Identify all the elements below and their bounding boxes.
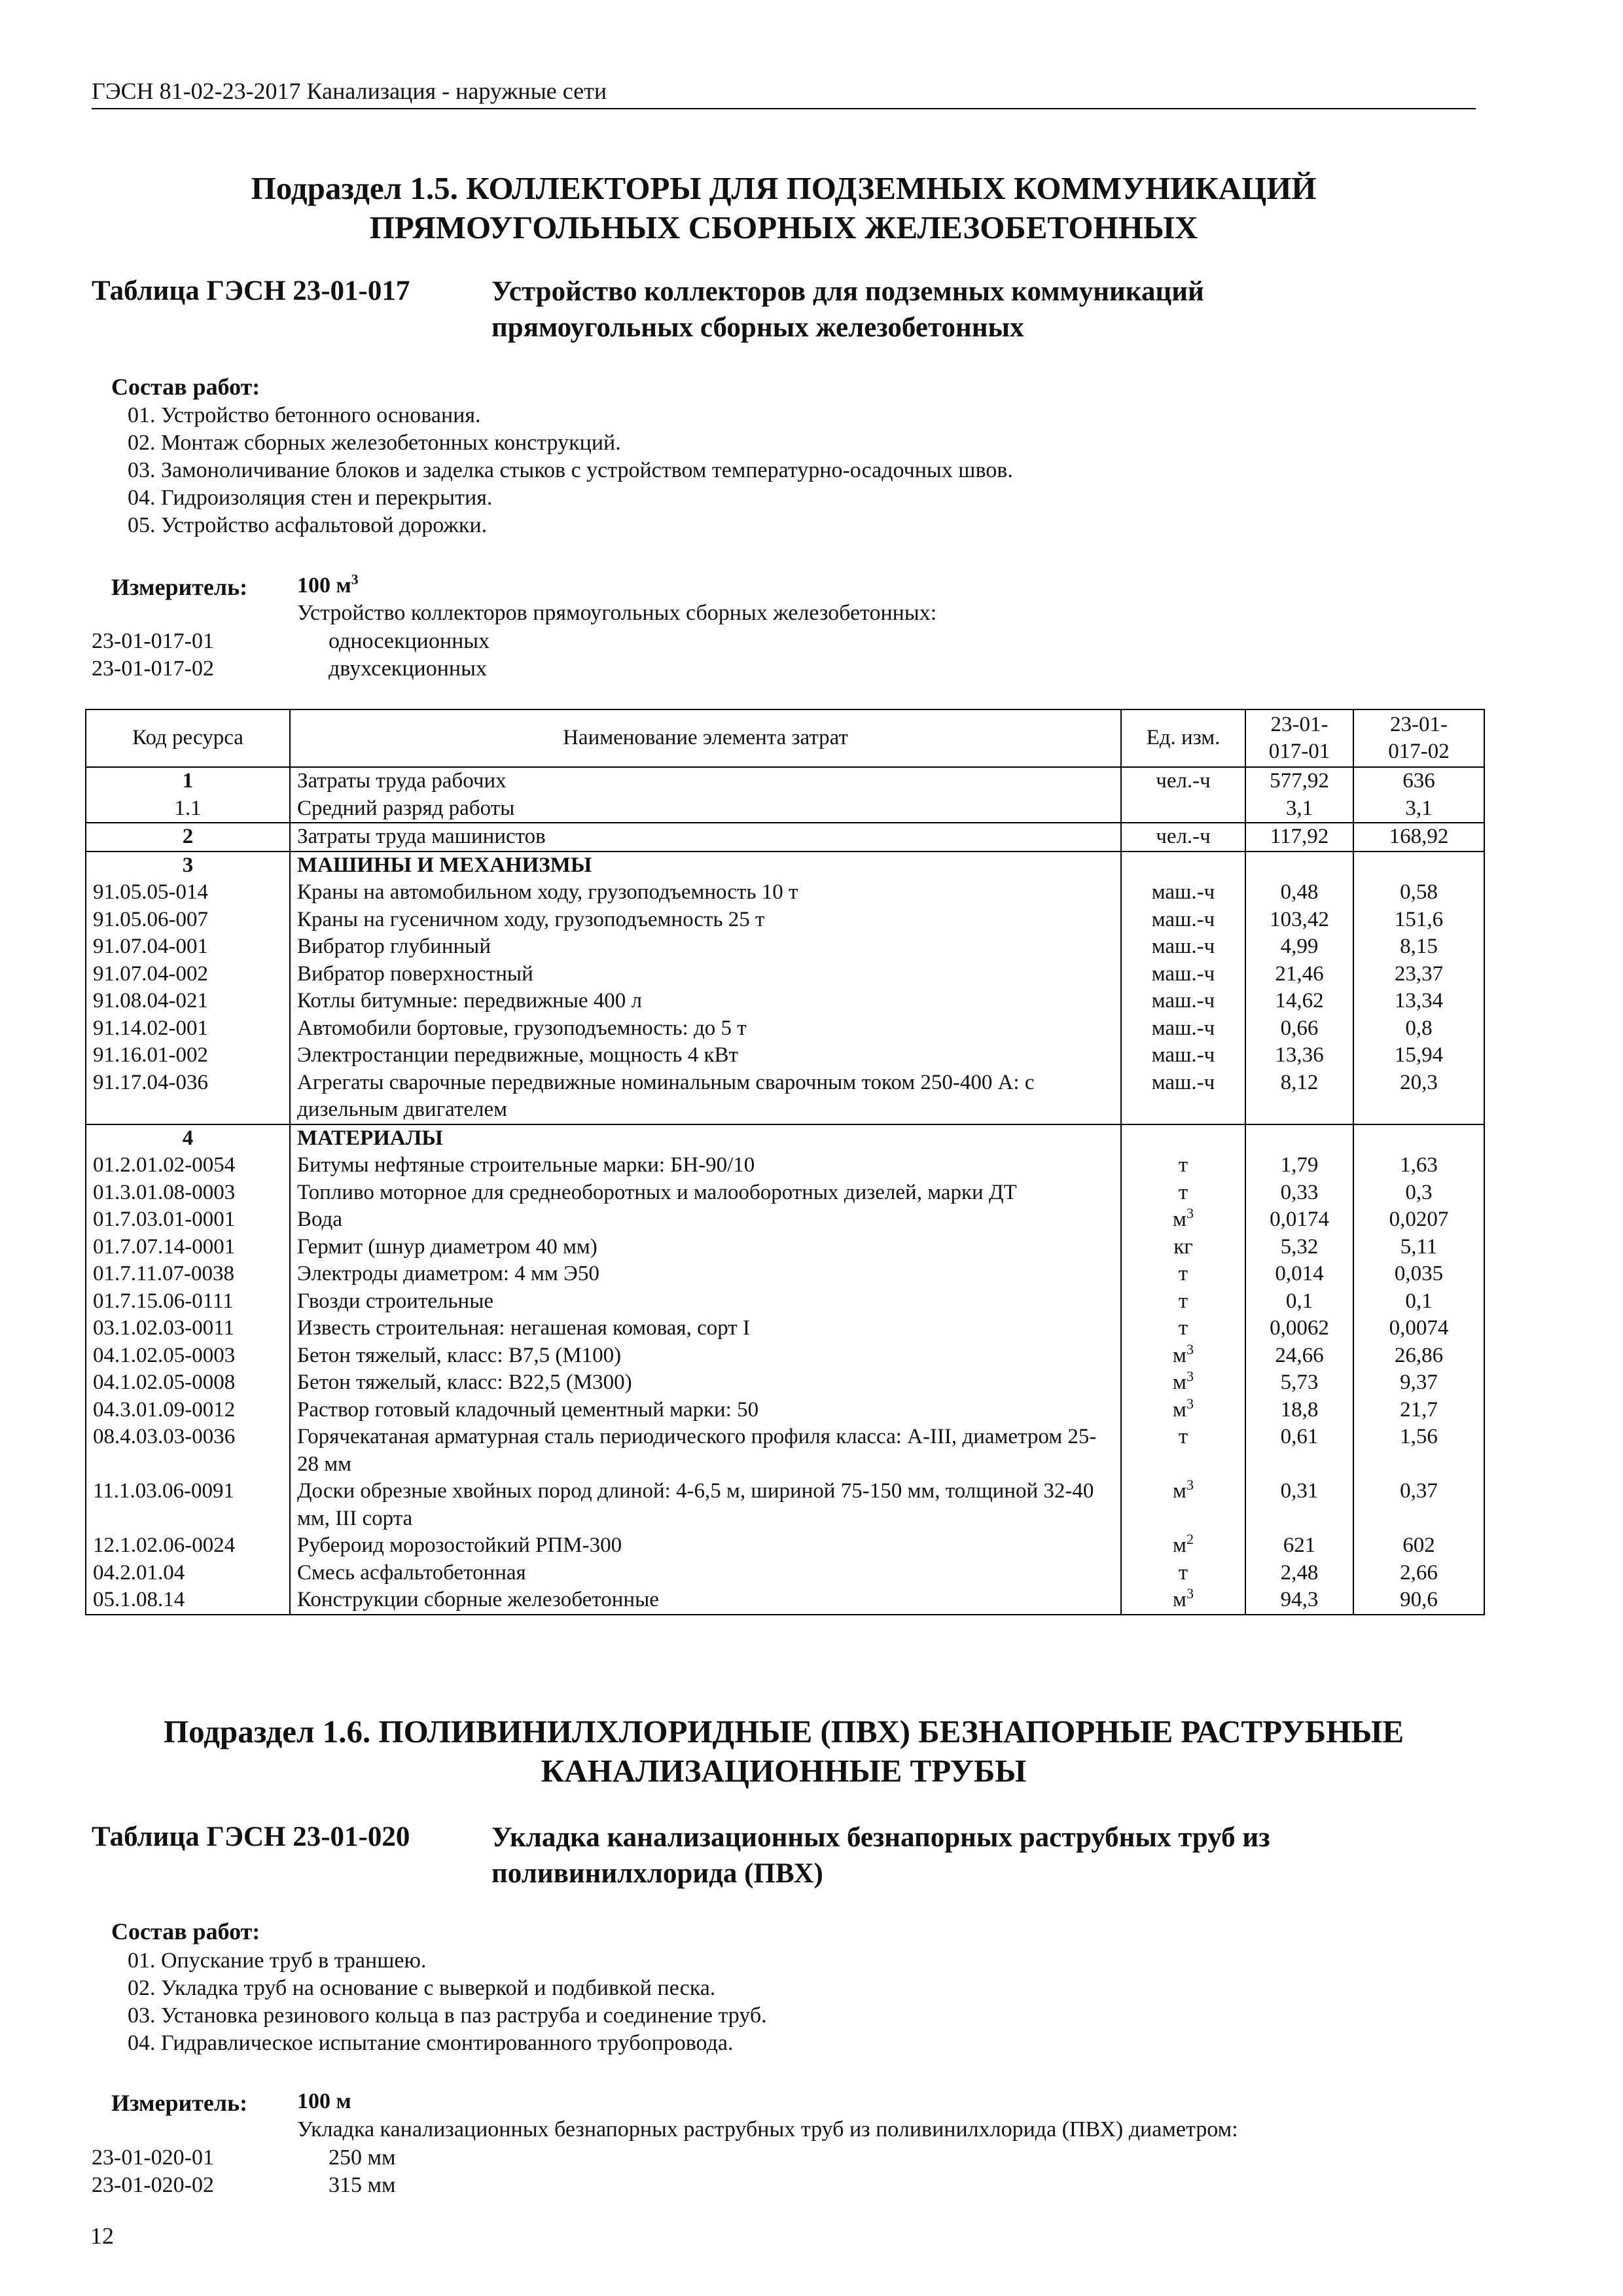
cell-value-017-02: 2,66 — [1353, 1560, 1484, 1587]
cell-value-017-02: 9,37 — [1353, 1369, 1484, 1397]
cell-value-017-02 — [1353, 852, 1484, 880]
measure-description: Укладка канализационных безнапорных раструбных труб из поливинилхлорида (ПВХ) диаметром: — [297, 2117, 1238, 2142]
cell-value-017-02: 3,1 — [1353, 795, 1484, 823]
cell-unit-text: кг — [1173, 1234, 1193, 1259]
table-row — [86, 1424, 1484, 1478]
cell-value-017-01: 117,92 — [1245, 823, 1353, 852]
table-row — [86, 1234, 1484, 1261]
cell-unit — [1121, 1069, 1245, 1124]
cell-unit-text: маш.-ч — [1151, 907, 1215, 931]
cell-value-017-02: 20,3 — [1353, 1069, 1484, 1124]
cell-unit-text: т — [1178, 1560, 1188, 1585]
cell-value-017-02: 8,15 — [1353, 933, 1484, 961]
cell-unit — [1121, 1179, 1245, 1207]
cell-value-017-02: 1,56 — [1353, 1424, 1484, 1478]
cell-value-017-02: 13,34 — [1353, 988, 1484, 1015]
work-item: 01. Опускание труб в траншею. — [128, 1948, 427, 1973]
variant-code: 23-01-020-02 — [92, 2173, 214, 2197]
table-title — [491, 1820, 1270, 1892]
variant-code: 23-01-020-01 — [92, 2145, 214, 2170]
cell-code: 08.4.03.03-0036 — [86, 1424, 290, 1478]
measure-value — [297, 573, 359, 598]
cell-name: Автомобили бортовые, грузоподъемность: до 5 т — [290, 1015, 1121, 1043]
cell-value-017-01: 0,0174 — [1245, 1206, 1353, 1234]
cell-code: 04.3.01.09-0012 — [86, 1397, 290, 1424]
work-item: 04. Гидроизоляция стен и перекрытия. — [128, 486, 493, 510]
cell-value-017-02: 0,37 — [1353, 1478, 1484, 1532]
table-row — [86, 961, 1484, 988]
header-col2 — [1353, 709, 1484, 767]
cell-code: 91.17.04-036 — [86, 1069, 290, 1124]
cell-unit-sup: 3 — [1186, 1368, 1194, 1384]
table-row — [86, 1587, 1484, 1615]
cell-value-017-02: 0,1 — [1353, 1288, 1484, 1316]
cell-name: Краны на автомобильном ходу, грузоподъемность 10 т — [290, 879, 1121, 906]
variant-name: односекционных — [329, 629, 490, 653]
section-title-line: Подраздел 1.5. КОЛЛЕКТОРЫ ДЛЯ ПОДЗЕМНЫХ КОММУНИКАЦИЙ — [251, 170, 1317, 206]
cell-unit-text: маш.-ч — [1151, 1043, 1215, 1067]
cell-code: 01.7.15.06-0111 — [86, 1288, 290, 1316]
cell-unit-text: т — [1178, 1316, 1188, 1340]
cell-value-017-01: 1,79 — [1245, 1152, 1353, 1179]
header-col1-line: 017-01 — [1268, 740, 1330, 763]
cell-value-017-01: 0,61 — [1245, 1424, 1353, 1478]
section-title-1-5 — [92, 169, 1476, 247]
cell-value-017-01: 0,66 — [1245, 1015, 1353, 1043]
cell-value-017-02: 23,37 — [1353, 961, 1484, 988]
cell-unit-text: м — [1173, 1479, 1186, 1503]
table-header-row — [86, 709, 1484, 767]
cell-unit — [1121, 1315, 1245, 1342]
table-title-line: Укладка канализационных безнапорных раструбных труб из — [491, 1822, 1270, 1853]
table-row — [86, 1560, 1484, 1587]
cell-value-017-02: 0,3 — [1353, 1179, 1484, 1207]
cell-value-017-01: 94,3 — [1245, 1587, 1353, 1615]
cell-value-017-02: 5,11 — [1353, 1234, 1484, 1261]
cell-unit-text: маш.-ч — [1151, 1070, 1215, 1094]
cell-unit-text: т — [1178, 1289, 1188, 1313]
measure-unit-sup: 3 — [351, 571, 359, 588]
cell-value-017-02: 0,8 — [1353, 1015, 1484, 1043]
header-code: Код ресурса — [86, 709, 290, 767]
table-row — [86, 1069, 1484, 1124]
cell-unit — [1121, 1478, 1245, 1532]
cell-name: Конструкции сборные железобетонные — [290, 1587, 1121, 1615]
table-row — [86, 852, 1484, 880]
cell-unit-text: маш.-ч — [1151, 880, 1215, 904]
measure-label: Измеритель: — [111, 574, 248, 600]
cell-name: МАШИНЫ И МЕХАНИЗМЫ — [290, 852, 1121, 880]
cell-value-017-01: 0,33 — [1245, 1179, 1353, 1207]
cell-value-017-01: 4,99 — [1245, 933, 1353, 961]
cell-code: 1 — [86, 767, 290, 795]
cell-unit-sup: 3 — [1186, 1205, 1194, 1221]
cell-unit-sup: 2 — [1186, 1531, 1194, 1547]
work-item: 03. Замоноличивание блоков и заделка стыков с устройством температурно-осадочных швов. — [128, 458, 1013, 482]
cell-name: Затраты труда рабочих — [290, 767, 1121, 795]
cell-name: Электроды диаметром: 4 мм Э50 — [290, 1261, 1121, 1288]
cell-code: 05.1.08.14 — [86, 1587, 290, 1615]
table-row — [86, 1261, 1484, 1288]
cell-name: Раствор готовый кладочный цементный марки: 50 — [290, 1397, 1121, 1424]
cell-value-017-01: 14,62 — [1245, 988, 1353, 1015]
cell-unit-text: м — [1173, 1397, 1186, 1422]
cell-value-017-02: 151,6 — [1353, 906, 1484, 934]
cell-value-017-01: 103,42 — [1245, 906, 1353, 934]
cell-value-017-01: 3,1 — [1245, 795, 1353, 823]
work-item: 05. Устройство асфальтовой дорожки. — [128, 513, 488, 537]
table-row — [86, 1152, 1484, 1179]
table-title — [491, 274, 1204, 346]
table-row — [86, 767, 1484, 795]
table-row — [86, 1342, 1484, 1370]
cell-value-017-01: 18,8 — [1245, 1397, 1353, 1424]
cell-unit — [1121, 1288, 1245, 1316]
cell-unit — [1121, 933, 1245, 961]
cell-code: 03.1.02.03-0011 — [86, 1315, 290, 1342]
cell-name: Бетон тяжелый, класс: В7,5 (М100) — [290, 1342, 1121, 1370]
cell-name: Гвозди строительные — [290, 1288, 1121, 1316]
cell-value-017-01: 2,48 — [1245, 1560, 1353, 1587]
table-row — [86, 823, 1484, 852]
cell-code: 01.7.03.01-0001 — [86, 1206, 290, 1234]
cell-unit-text: чел.-ч — [1156, 769, 1211, 793]
cell-name: Известь строительная: негашеная комовая, сорт I — [290, 1315, 1121, 1342]
cell-value-017-01: 577,92 — [1245, 767, 1353, 795]
work-item: 01. Устройство бетонного основания. — [128, 403, 481, 427]
cell-value-017-01: 0,014 — [1245, 1261, 1353, 1288]
cell-unit-text: т — [1178, 1425, 1188, 1448]
cell-unit — [1121, 1424, 1245, 1478]
table-title-line: Устройство коллекторов для подземных коммуникаций — [491, 276, 1204, 307]
cell-value-017-01: 0,31 — [1245, 1478, 1353, 1532]
header-col2-line: 017-02 — [1388, 740, 1450, 763]
cell-code: 01.7.11.07-0038 — [86, 1261, 290, 1288]
cell-value-017-02: 90,6 — [1353, 1587, 1484, 1615]
cell-value-017-01: 5,73 — [1245, 1369, 1353, 1397]
cell-name: Топливо моторное для среднеоборотных и малооборотных дизелей, марки ДТ — [290, 1179, 1121, 1207]
cell-code: 1.1 — [86, 795, 290, 823]
cell-name: Вибратор глубинный — [290, 933, 1121, 961]
cell-unit-sup: 3 — [1186, 1477, 1194, 1493]
running-header: ГЭСН 81-02-23-2017 Канализация - наружные сети — [92, 78, 607, 104]
cell-code: 91.14.02-001 — [86, 1015, 290, 1043]
works-list — [128, 1947, 767, 2057]
cell-unit — [1121, 1369, 1245, 1397]
cell-code: 04.1.02.05-0008 — [86, 1369, 290, 1397]
cell-code: 91.07.04-001 — [86, 933, 290, 961]
header-unit: Ед. изм. — [1121, 709, 1245, 767]
cell-code: 01.3.01.08-0003 — [86, 1179, 290, 1207]
table-row — [86, 1288, 1484, 1316]
table-row — [86, 1532, 1484, 1560]
cell-name: МАТЕРИАЛЫ — [290, 1124, 1121, 1153]
table-row — [86, 1478, 1484, 1532]
header-name: Наименование элемента затрат — [290, 709, 1121, 767]
section-title-line: Подраздел 1.6. ПОЛИВИНИЛХЛОРИДНЫЕ (ПВХ) БЕЗНАПОРНЫЕ РАСТРУБНЫЕ — [163, 1713, 1404, 1749]
table-row — [86, 1179, 1484, 1207]
cell-value-017-01: 13,36 — [1245, 1042, 1353, 1069]
table-row — [86, 933, 1484, 961]
cell-name: Смесь асфальтобетонная — [290, 1560, 1121, 1587]
cell-value-017-01: 0,1 — [1245, 1288, 1353, 1316]
table-row — [86, 906, 1484, 934]
works-list — [128, 402, 1013, 539]
cell-unit — [1121, 906, 1245, 934]
cell-code: 01.2.01.02-0054 — [86, 1152, 290, 1179]
work-item: 02. Укладка труб на основание с выверкой и подбивкой песка. — [128, 1976, 716, 2000]
works-heading: Состав работ: — [111, 1918, 260, 1945]
cell-unit — [1121, 1124, 1245, 1153]
measure-description: Устройство коллекторов прямоугольных сборных железобетонных: — [297, 601, 937, 625]
cell-code: 11.1.03.06-0091 — [86, 1478, 290, 1532]
cell-unit — [1121, 1587, 1245, 1615]
table-label: Таблица ГЭСН 23-01-020 — [92, 1821, 410, 1852]
table-row — [86, 988, 1484, 1015]
cell-value-017-02: 1,63 — [1353, 1152, 1484, 1179]
cell-unit-sup: 3 — [1186, 1340, 1194, 1357]
cell-unit — [1121, 1261, 1245, 1288]
cell-unit — [1121, 823, 1245, 852]
variant-name: 250 мм — [329, 2145, 396, 2170]
cell-value-017-02: 636 — [1353, 767, 1484, 795]
works-heading: Состав работ: — [111, 374, 260, 400]
cell-value-017-02: 168,92 — [1353, 823, 1484, 852]
table-label: Таблица ГЭСН 23-01-017 — [92, 276, 410, 306]
cell-value-017-01: 621 — [1245, 1532, 1353, 1560]
cell-value-017-01: 5,32 — [1245, 1234, 1353, 1261]
cell-value-017-02: 26,86 — [1353, 1342, 1484, 1370]
cell-unit-sup: 3 — [1186, 1395, 1194, 1412]
cell-code: 91.16.01-002 — [86, 1042, 290, 1069]
cell-name: Агрегаты сварочные передвижные номинальным сварочным током 250-400 А: с дизельным двигателем — [290, 1069, 1121, 1124]
header-col1 — [1245, 709, 1353, 767]
cell-unit — [1121, 767, 1245, 795]
cell-value-017-02: 0,0207 — [1353, 1206, 1484, 1234]
cell-code: 91.05.06-007 — [86, 906, 290, 934]
table-row — [86, 795, 1484, 823]
cell-value-017-02: 0,58 — [1353, 879, 1484, 906]
cell-unit — [1121, 1397, 1245, 1424]
cell-code: 91.07.04-002 — [86, 961, 290, 988]
cell-value-017-02: 15,94 — [1353, 1042, 1484, 1069]
table-row — [86, 1369, 1484, 1397]
cell-unit — [1121, 1206, 1245, 1234]
cell-value-017-01: 0,0062 — [1245, 1315, 1353, 1342]
cell-code: 91.05.05-014 — [86, 879, 290, 906]
cell-unit-text: маш.-ч — [1151, 989, 1215, 1013]
cell-name: Электростанции передвижные, мощность 4 кВт — [290, 1042, 1121, 1069]
cell-name: Котлы битумные: передвижные 400 л — [290, 988, 1121, 1015]
cell-value-017-02 — [1353, 1124, 1484, 1153]
cell-name: Битумы нефтяные строительные марки: БН-90/10 — [290, 1152, 1121, 1179]
cell-code: 01.7.07.14-0001 — [86, 1234, 290, 1261]
cell-unit-text: м — [1173, 1343, 1186, 1367]
cell-code: 04.2.01.04 — [86, 1560, 290, 1587]
cell-unit-text: чел.-ч — [1156, 825, 1211, 848]
table-row — [86, 1206, 1484, 1234]
measure-label: Измеритель: — [111, 2090, 248, 2116]
cell-unit — [1121, 1342, 1245, 1370]
cell-name: Гермит (шнур диаметром 40 мм) — [290, 1234, 1121, 1261]
cell-value-017-01: 24,66 — [1245, 1342, 1353, 1370]
cell-name: Горячекатаная арматурная сталь периодического профиля класса: А-III, диаметром 25-28 мм — [290, 1424, 1121, 1478]
work-item: 03. Установка резинового кольца в паз раструба и соединение труб. — [128, 2003, 767, 2028]
cell-unit-text: т — [1178, 1153, 1188, 1177]
cell-value-017-02: 0,0074 — [1353, 1315, 1484, 1342]
cell-unit — [1121, 1015, 1245, 1043]
section-title-line: ПРЯМОУГОЛЬНЫХ СБОРНЫХ ЖЕЛЕЗОБЕТОННЫХ — [369, 209, 1198, 245]
cell-unit — [1121, 1152, 1245, 1179]
cell-name: Средний разряд работы — [290, 795, 1121, 823]
variant-name: 315 мм — [329, 2173, 396, 2197]
cell-code: 04.1.02.05-0003 — [86, 1342, 290, 1370]
cell-unit — [1121, 1560, 1245, 1587]
table-body — [86, 767, 1484, 1615]
table-row — [86, 1124, 1484, 1153]
cell-unit — [1121, 988, 1245, 1015]
cell-unit — [1121, 1532, 1245, 1560]
table-row — [86, 1015, 1484, 1043]
cell-code: 3 — [86, 852, 290, 880]
variant-code: 23-01-017-01 — [92, 629, 214, 653]
table-title-line: поливинилхлорида (ПВХ) — [491, 1858, 823, 1889]
cell-unit-text: маш.-ч — [1151, 961, 1215, 986]
table-row — [86, 879, 1484, 906]
cell-unit-text: м — [1173, 1534, 1186, 1557]
table-row — [86, 1315, 1484, 1342]
cell-unit-text: м — [1173, 1371, 1186, 1394]
cell-unit — [1121, 852, 1245, 880]
header-rule — [92, 108, 1476, 109]
cell-name: Затраты труда машинистов — [290, 823, 1121, 852]
cell-name: Рубероид морозостойкий РПМ-300 — [290, 1532, 1121, 1560]
cell-name: Вибратор поверхностный — [290, 961, 1121, 988]
cell-value-017-01 — [1245, 852, 1353, 880]
header-col2-line: 23-01- — [1390, 712, 1448, 736]
work-item: 02. Монтаж сборных железобетонных конструкций. — [128, 431, 621, 455]
cell-unit-text: т — [1178, 1262, 1188, 1285]
cell-name: Вода — [290, 1206, 1121, 1234]
resource-table — [85, 709, 1485, 1615]
cell-value-017-01: 0,48 — [1245, 879, 1353, 906]
variant-name: двухсекционных — [329, 656, 487, 681]
cell-unit — [1121, 795, 1245, 823]
section-title-line: КАНАЛИЗАЦИОННЫЕ ТРУБЫ — [541, 1753, 1027, 1789]
table-title-line: прямоугольных сборных железобетонных — [491, 312, 1024, 343]
cell-name: Бетон тяжелый, класс: В22,5 (М300) — [290, 1369, 1121, 1397]
table-row — [86, 1397, 1484, 1424]
cell-unit-text: т — [1178, 1180, 1188, 1204]
header-col1-line: 23-01- — [1270, 712, 1329, 736]
cell-value-017-02: 21,7 — [1353, 1397, 1484, 1424]
cell-value-017-02: 602 — [1353, 1532, 1484, 1560]
cell-unit-text: маш.-ч — [1151, 1016, 1215, 1040]
cell-unit-sup: 3 — [1186, 1585, 1194, 1602]
page-number: 12 — [90, 2223, 114, 2249]
cell-value-017-02: 0,035 — [1353, 1261, 1484, 1288]
cell-name: Краны на гусеничном ходу, грузоподъемность 25 т — [290, 906, 1121, 934]
cell-value-017-01 — [1245, 1124, 1353, 1153]
variant-code: 23-01-017-02 — [92, 656, 214, 681]
cell-code: 91.08.04-021 — [86, 988, 290, 1015]
cell-unit-text: м — [1173, 1588, 1186, 1611]
cell-value-017-01: 8,12 — [1245, 1069, 1353, 1124]
cell-unit — [1121, 1042, 1245, 1069]
cell-code: 12.1.02.06-0024 — [86, 1532, 290, 1560]
cell-unit — [1121, 879, 1245, 906]
cell-unit — [1121, 1234, 1245, 1261]
cell-unit-text: м — [1173, 1208, 1186, 1231]
table-row — [86, 1042, 1484, 1069]
section-title-1-6 — [92, 1712, 1476, 1791]
cell-name: Доски обрезные хвойных пород длиной: 4-6,5 м, шириной 75-150 мм, толщиной 32-40 мм, III сорта — [290, 1478, 1121, 1532]
measure-value-text: 100 м — [297, 573, 351, 598]
cell-code: 2 — [86, 823, 290, 852]
work-item: 04. Гидравлическое испытание смонтированного трубопровода. — [128, 2031, 734, 2055]
cell-unit-text: маш.-ч — [1151, 935, 1215, 958]
cell-code: 4 — [86, 1124, 290, 1153]
cell-value-017-01: 21,46 — [1245, 961, 1353, 988]
measure-value: 100 м — [297, 2089, 351, 2113]
cell-unit — [1121, 961, 1245, 988]
